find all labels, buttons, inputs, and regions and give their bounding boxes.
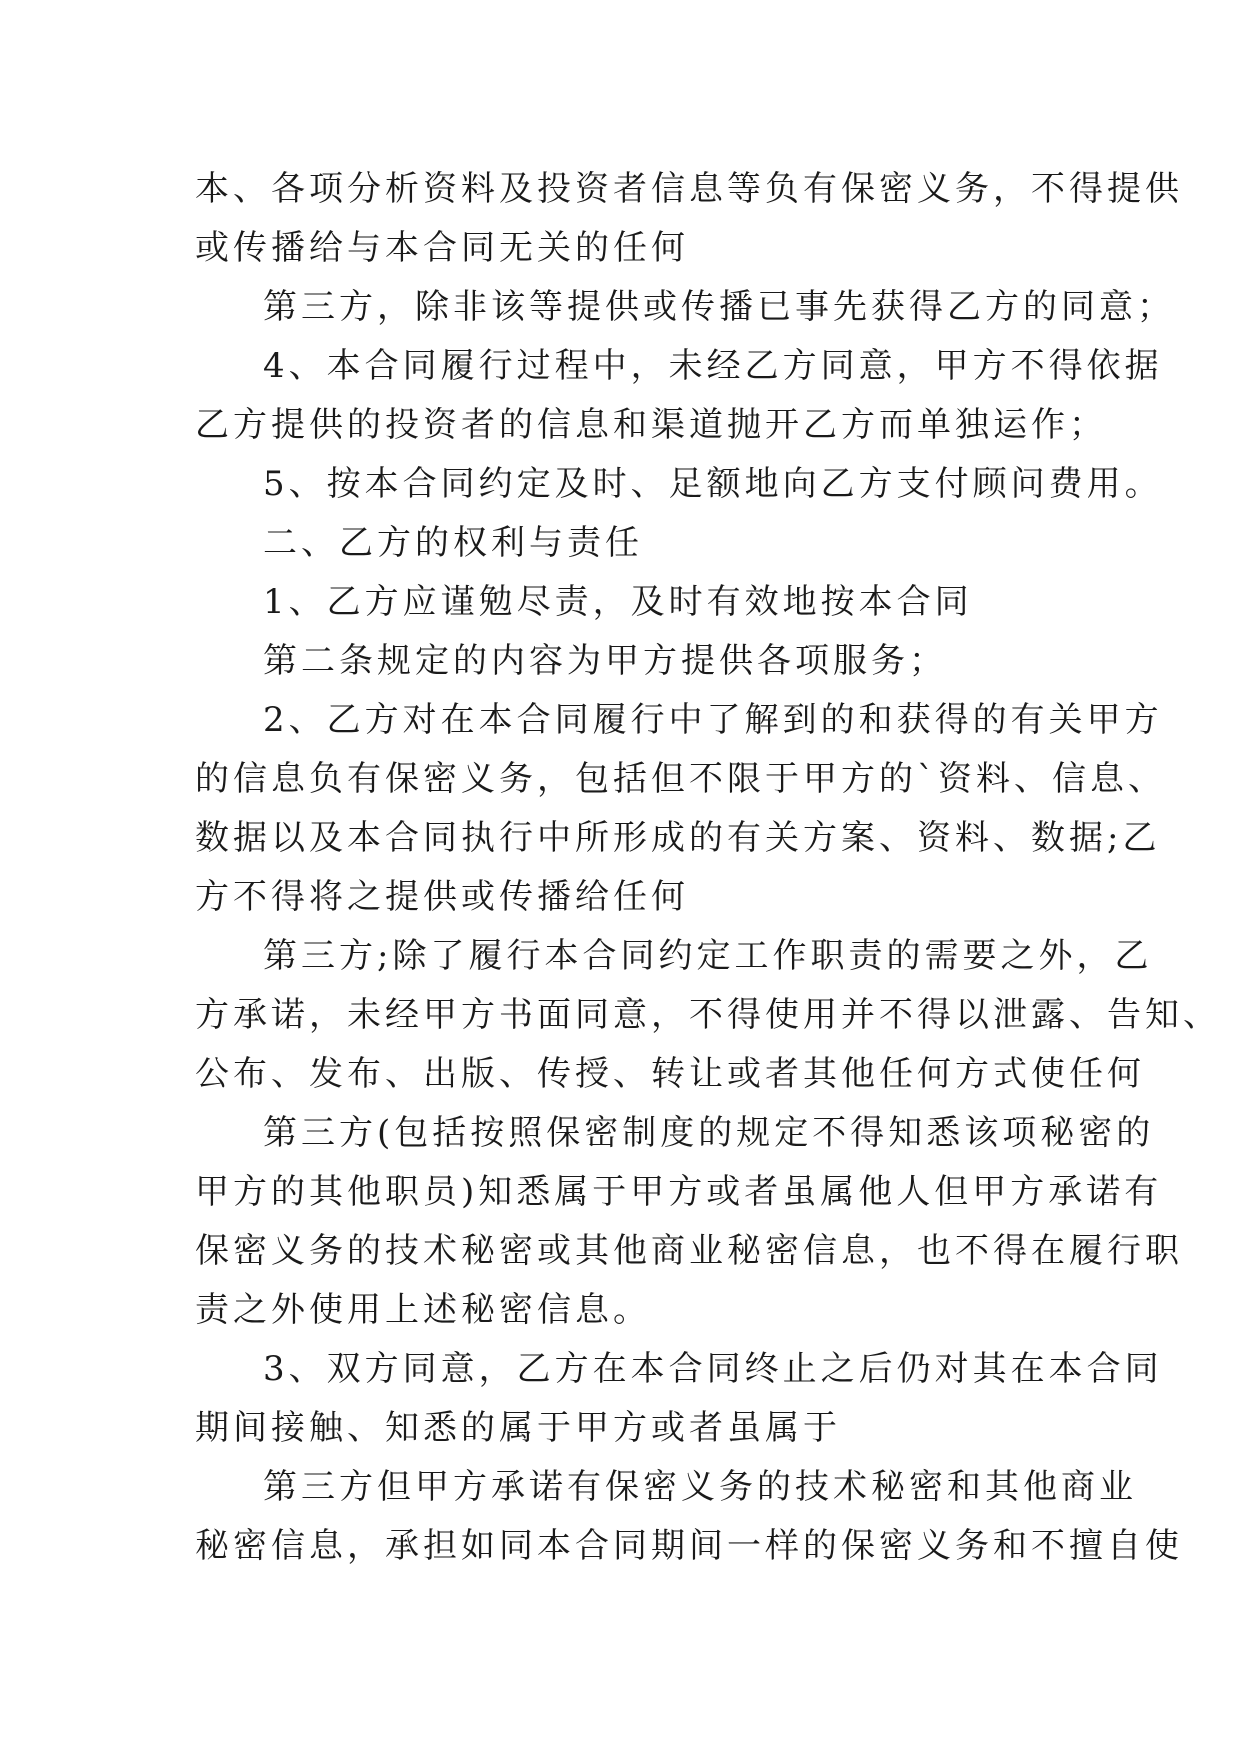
text-line: 4、本合同履行过程中，未经乙方同意，甲方不得依据: [263, 346, 1163, 386]
paragraph: [195, 750, 1166, 927]
paragraph: [195, 455, 1163, 514]
text-line: 1、乙方应谨勉尽责，及时有效地按本合同: [263, 582, 973, 622]
text-line: 二、乙方的权利与责任: [263, 523, 643, 563]
paragraph: [195, 632, 1055, 691]
text-line: 或传播给与本合同无关的任何: [195, 228, 689, 268]
paragraph: [195, 1340, 1163, 1399]
paragraph: [195, 160, 1183, 278]
text-line: 2、乙方对在本合同履行中了解到的和获得的有关甲方: [263, 700, 1163, 740]
text-line: 本、各项分析资料及投资者信息等负有保密义务，不得提供: [195, 169, 1183, 209]
text-line: 期间接触、知悉的属于甲方或者虽属于: [195, 1408, 841, 1448]
text-line: 第三方但甲方承诺有保密义务的技术秘密和其他商业: [263, 1467, 1137, 1507]
paragraph: [195, 573, 1055, 632]
section-heading: [195, 514, 1055, 573]
paragraph: [195, 278, 1175, 337]
paragraph: [195, 1517, 1183, 1576]
paragraph: [195, 1163, 1183, 1340]
text-line: 甲方的其他职员)知悉属于甲方或者虽属他人但甲方承诺有: [195, 1172, 1163, 1212]
text-line: 乙方提供的投资者的信息和渠道抛开乙方而单独运作；: [195, 405, 1107, 445]
text-line: 第三方(包括按照保密制度的规定不得知悉该项秘密的: [263, 1113, 1155, 1153]
paragraph: [195, 927, 1153, 986]
paragraph: [195, 1458, 1137, 1517]
text-line: 5、按本合同约定及时、足额地向乙方支付顾问费用。: [263, 464, 1163, 504]
paragraph: [195, 986, 1221, 1104]
text-line: 秘密信息，承担如同本合同期间一样的保密义务和不擅自使: [195, 1526, 1183, 1566]
paragraph: [195, 1399, 1055, 1458]
text-line: 第二条规定的内容为甲方提供各项服务；: [263, 641, 947, 681]
text-line: 公布、发布、出版、传授、转让或者其他任何方式使任何: [195, 1054, 1145, 1094]
text-line: 3、双方同意，乙方在本合同终止之后仍对其在本合同: [263, 1349, 1163, 1389]
text-line: 责之外使用上述秘密信息。: [195, 1290, 651, 1330]
paragraph: [195, 691, 1163, 750]
text-line: 数据以及本合同执行中所形成的有关方案、资料、数据;乙: [195, 818, 1161, 858]
text-line: 保密义务的技术秘密或其他商业秘密信息，也不得在履行职: [195, 1231, 1183, 1271]
document-body: [195, 160, 1221, 1576]
paragraph: [195, 1104, 1155, 1163]
text-line: 第三方;除了履行本合同约定工作职责的需要之外，乙: [263, 936, 1153, 976]
text-line: 的信息负有保密义务，包括但不限于甲方的`资料、信息、: [195, 759, 1166, 799]
paragraph: [195, 337, 1163, 396]
text-line: 第三方，除非该等提供或传播已事先获得乙方的同意；: [263, 287, 1175, 327]
paragraph: [195, 396, 1107, 455]
text-line: 方承诺，未经甲方书面同意，不得使用并不得以泄露、告知、: [195, 995, 1221, 1035]
text-line: 方不得将之提供或传播给任何: [195, 877, 689, 917]
